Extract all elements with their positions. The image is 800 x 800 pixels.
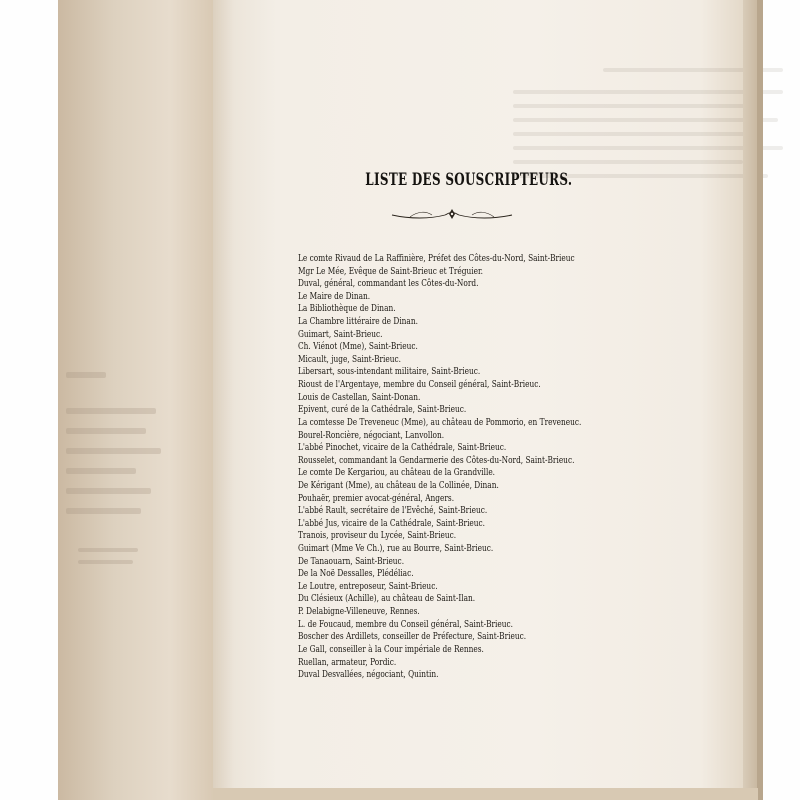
subscriber-entry: Boscher des Ardillets, conseiller de Préfecture, Saint-Brieuc. bbox=[298, 632, 527, 643]
subscriber-entry: Ruellan, armateur, Pordic. bbox=[298, 657, 397, 668]
subscriber-entry: P. Delabigne-Villeneuve, Rennes. bbox=[298, 607, 420, 618]
subscriber-list bbox=[298, 253, 598, 682]
subscriber-entry: Du Clésieux (Achille), au château de Saint-Ilan. bbox=[298, 594, 476, 605]
left-page-show-through bbox=[58, 0, 218, 800]
subscriber-entry: Micault, juge, Saint-Brieuc. bbox=[298, 354, 401, 365]
page-edge bbox=[743, 0, 757, 800]
subscriber-entry: La comtesse De Treveneuc (Mme), au château de Pommorio, en Treveneuc. bbox=[298, 417, 582, 428]
subscriber-entry: La Bibliothèque de Dinan. bbox=[298, 304, 396, 315]
subscriber-entry: Duval Desvallées, négociant, Quintin. bbox=[298, 670, 439, 681]
subscriber-entry: Ch. Viénot (Mme), Saint-Brieuc. bbox=[298, 342, 418, 353]
subscriber-entry: Le Maire de Dinan. bbox=[298, 291, 371, 302]
subscriber-entry: De la Noë Dessalles, Plédéliac. bbox=[298, 569, 414, 580]
page-title: LISTE DES SOUSCRIPTEURS. bbox=[365, 170, 573, 190]
subscriber-entry: De Tanaouarn, Saint-Brieuc. bbox=[298, 556, 405, 567]
subscriber-entry: Bourel-Roncière, négociant, Lanvollon. bbox=[298, 430, 445, 441]
subscriber-entry: Rousselet, commandant la Gendarmerie des Côtes-du-Nord, Saint-Brieuc. bbox=[298, 455, 575, 466]
subscriber-entry: Tranois, proviseur du Lycée, Saint-Brieuc. bbox=[298, 531, 457, 542]
subscriber-entry: Mgr Le Mée, Evêque de Saint-Brieuc et Tréguier. bbox=[298, 266, 484, 277]
subscriber-entry: L'abbé Pinochet, vicaire de la Cathédrale, Saint-Brieuc. bbox=[298, 443, 507, 454]
page-edge-shadow bbox=[757, 0, 763, 800]
subscriber-entry: Pouhaër, premier avocat-général, Angers. bbox=[298, 493, 455, 504]
subscriber-entry: L. de Foucaud, membre du Conseil général, Saint-Brieuc. bbox=[298, 619, 513, 630]
subscriber-entry: Epivent, curé de la Cathédrale, Saint-Brieuc. bbox=[298, 405, 467, 416]
subscriber-entry: Le Gall, conseiller à la Cour impériale de Rennes. bbox=[298, 644, 484, 655]
subscriber-entry: Louis de Castellan, Saint-Donan. bbox=[298, 392, 421, 403]
subscriber-entry: Le comte Rivaud de La Raffinière, Préfet des Côtes-du-Nord, Saint-Brieuc bbox=[298, 254, 575, 264]
subscriber-entry: L'abbé Jus, vicaire de la Cathédrale, Saint-Brieuc. bbox=[298, 518, 486, 529]
subscriber-entry: Duval, général, commandant les Côtes-du-Nord. bbox=[298, 279, 479, 290]
subscriber-entry: La Chambre littéraire de Dinan. bbox=[298, 317, 418, 328]
flourish-ornament bbox=[390, 206, 514, 222]
subscriber-entry: Libersart, sous-intendant militaire, Saint-Brieuc. bbox=[298, 367, 481, 378]
page-bottom-edge bbox=[213, 788, 758, 800]
subscriber-entry: Rioust de l'Argentaye, membre du Conseil général, Saint-Brieuc. bbox=[298, 380, 541, 391]
subscriber-entry: De Kérigant (Mme), au château de la Collinée, Dinan. bbox=[298, 480, 499, 491]
left-facing-page bbox=[58, 0, 218, 800]
subscriber-entry: Guimart (Mme Ve Ch.), rue au Bourre, Saint-Brieuc. bbox=[298, 544, 494, 555]
subscriber-entry: Le Loutre, entreposeur, Saint-Brieuc. bbox=[298, 581, 438, 592]
subscriber-entry: Guimart, Saint-Brieuc. bbox=[298, 329, 383, 340]
subscriber-entry: L'abbé Rault, secrétaire de l'Evêché, Saint-Brieuc. bbox=[298, 506, 488, 517]
subscriber-entry: Le comte De Kergariou, au château de la Grandville. bbox=[298, 468, 496, 479]
